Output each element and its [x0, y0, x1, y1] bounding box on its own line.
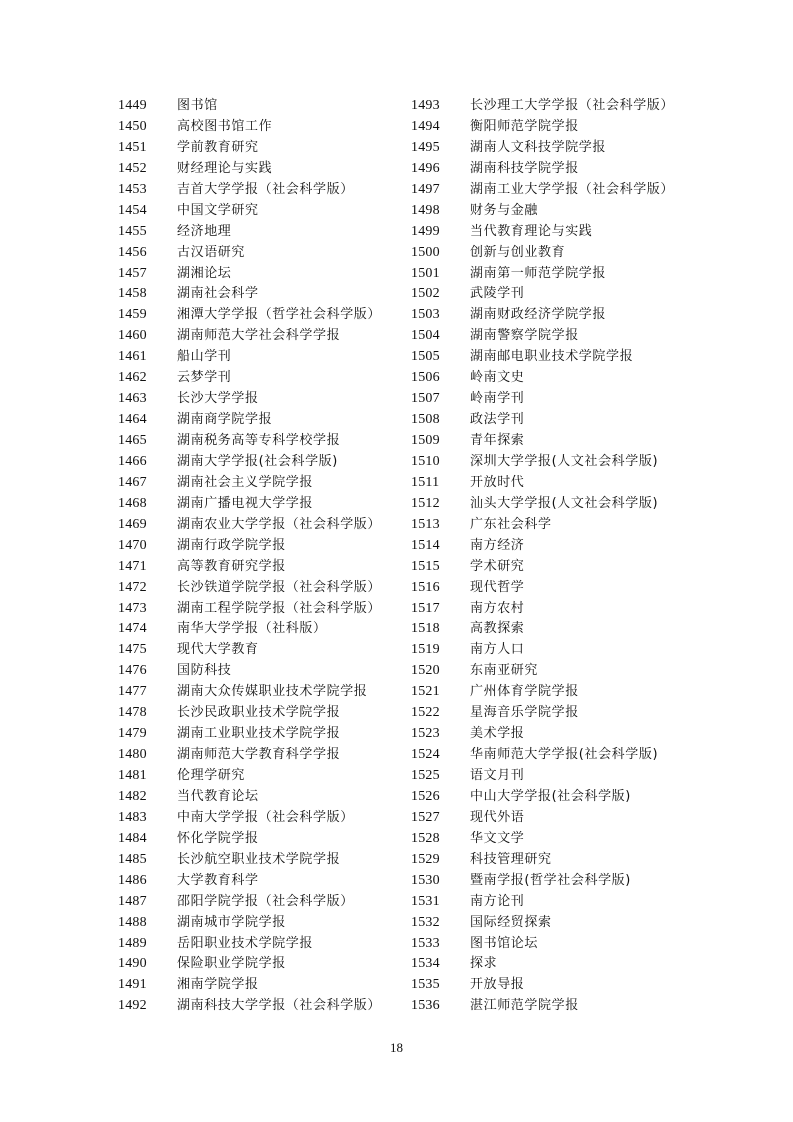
journal-number: 1491: [118, 977, 147, 993]
journal-list-item: [411, 388, 701, 409]
journal-list-item: [118, 681, 408, 702]
journal-number: 1512: [411, 495, 440, 511]
journal-name: 邵阳学院学报（社会科学版）: [177, 893, 354, 909]
journal-list-item: [411, 221, 701, 242]
journal-list-item: [411, 116, 701, 137]
journal-name: 学前教育研究: [177, 139, 259, 155]
journal-number: 1535: [411, 977, 440, 993]
journal-list-item: [118, 828, 408, 849]
journal-list-item: [411, 618, 701, 639]
journal-number: 1476: [118, 663, 147, 679]
journal-name: 湘潭大学学报（哲学社会科学版）: [177, 307, 382, 323]
journal-name: 中国文学研究: [177, 202, 259, 218]
journal-name: 探求: [470, 956, 498, 972]
journal-name: 湖南财政经济学院学报: [470, 307, 607, 323]
journal-list-item: [118, 388, 408, 409]
journal-list-item: [411, 933, 701, 954]
journal-name: 深圳大学学报(人文社会科学版): [470, 453, 659, 469]
journal-list-item: [411, 367, 701, 388]
journal-number: 1470: [118, 537, 147, 553]
journal-list-item: [411, 263, 701, 284]
journal-number: 1457: [118, 265, 147, 281]
journal-list-item: [118, 346, 408, 367]
journal-name: 湖湘论坛: [177, 265, 232, 281]
journal-name: 语文月刊: [470, 768, 525, 783]
journal-list-item: [411, 598, 701, 619]
journal-number: 1519: [411, 642, 440, 658]
journal-list-item: [118, 702, 408, 723]
journal-list-item: [411, 744, 701, 765]
journal-name: 伦理学研究: [177, 768, 246, 783]
journal-name: 大学教育科学: [177, 872, 259, 888]
journal-number: 1523: [411, 726, 440, 742]
journal-number: 1449: [118, 98, 147, 113]
journal-name: 南方经济: [470, 537, 525, 553]
journal-list-item: [118, 200, 408, 221]
journal-name: 东南亚研究: [470, 663, 539, 679]
journal-number: 1529: [411, 851, 440, 867]
journal-name: 中山大学学报(社会科学版): [470, 788, 631, 804]
journal-list-item: [118, 451, 408, 472]
journal-number: 1511: [411, 474, 440, 490]
journal-list-item: [411, 535, 701, 556]
journal-list-item: [411, 953, 701, 974]
journal-list-item: [118, 304, 408, 325]
journal-list-left-column: [118, 95, 408, 1016]
journal-number: 1454: [118, 202, 147, 218]
journal-list-item: [411, 325, 701, 346]
journal-list-item: [118, 618, 408, 639]
journal-name: 高校图书馆工作: [177, 118, 273, 134]
journal-name: 湖南行政学院学报: [177, 537, 286, 553]
journal-list-item: [411, 807, 701, 828]
page-number: 18: [390, 1040, 403, 1055]
journal-number: 1506: [411, 370, 440, 386]
journal-name: 学术研究: [470, 558, 525, 574]
journal-name: 湖南社会主义学院学报: [177, 474, 314, 490]
journal-list-item: [411, 346, 701, 367]
journal-number: 1536: [411, 998, 440, 1014]
journal-list-item: [118, 472, 408, 493]
journal-name: 船山学刊: [177, 349, 232, 365]
journal-name: 南方人口: [470, 642, 525, 658]
journal-list-item: [411, 409, 701, 430]
journal-list-item: [411, 723, 701, 744]
journal-name: 湖南大众传媒职业技术学院学报: [177, 684, 368, 700]
journal-number: 1464: [118, 412, 147, 428]
journal-number: 1468: [118, 495, 147, 511]
journal-name: 科技管理研究: [470, 851, 552, 867]
journal-number: 1514: [411, 537, 440, 553]
journal-number: 1533: [411, 935, 440, 951]
journal-number: 1493: [411, 98, 440, 113]
journal-list-item: [118, 242, 408, 263]
journal-list-item: [118, 660, 408, 681]
journal-list-item: [118, 786, 408, 807]
journal-name: 南华大学学报（社科版）: [177, 621, 327, 637]
journal-name: 长沙理工大学学报（社会科学版）: [470, 98, 675, 113]
journal-name: 美术学报: [470, 726, 525, 742]
journal-number: 1485: [118, 851, 147, 867]
journal-name: 湖南工业职业技术学院学报: [177, 726, 341, 742]
journal-list-item: [411, 681, 701, 702]
journal-list-item: [411, 828, 701, 849]
journal-number: 1509: [411, 433, 440, 448]
journal-name: 湖南邮电职业技术学院学报: [470, 349, 634, 365]
journal-list-item: [118, 849, 408, 870]
journal-number: 1490: [118, 956, 147, 972]
journal-number: 1455: [118, 223, 147, 239]
journal-number: 1462: [118, 370, 147, 386]
journal-number: 1532: [411, 914, 440, 930]
journal-list-item: [118, 95, 408, 116]
journal-list-item: [411, 430, 701, 451]
journal-list-item: [118, 765, 408, 786]
journal-number: 1503: [411, 307, 440, 323]
journal-name: 国际经贸探索: [470, 914, 552, 930]
journal-name: 湖南社会科学: [177, 286, 259, 302]
journal-list-item: [118, 891, 408, 912]
journal-number: 1488: [118, 914, 147, 930]
journal-list-item: [118, 912, 408, 933]
journal-name: 财务与金融: [470, 202, 539, 218]
journal-list-item: [411, 765, 701, 786]
journal-name: 湖南工业大学学报（社会科学版）: [470, 181, 675, 197]
journal-list-item: [118, 535, 408, 556]
journal-list-item: [118, 807, 408, 828]
journal-list-item: [118, 179, 408, 200]
journal-list-item: [411, 912, 701, 933]
journal-list-item: [118, 577, 408, 598]
journal-number: 1466: [118, 453, 147, 469]
journal-list-item: [411, 556, 701, 577]
journal-list-item: [411, 283, 701, 304]
journal-number: 1501: [411, 265, 440, 281]
journal-name: 古汉语研究: [177, 244, 246, 260]
journal-list-item: [411, 158, 701, 179]
journal-name: 开放导报: [470, 977, 525, 993]
journal-list-item: [411, 870, 701, 891]
journal-list-item: [118, 221, 408, 242]
journal-number: 1469: [118, 516, 147, 532]
journal-list-item: [118, 137, 408, 158]
journal-number: 1528: [411, 830, 440, 846]
journal-number: 1451: [118, 139, 147, 155]
journal-list-item: [411, 242, 701, 263]
journal-number: 1510: [411, 453, 440, 469]
journal-name: 湖南农业大学学报（社会科学版）: [177, 516, 382, 532]
journal-list-item: [118, 556, 408, 577]
journal-list-item: [118, 514, 408, 535]
journal-name: 衡阳师范学院学报: [470, 118, 579, 134]
journal-name: 岭南学刊: [470, 391, 525, 407]
journal-list-item: [118, 598, 408, 619]
journal-number: 1475: [118, 642, 147, 658]
journal-number: 1459: [118, 307, 147, 323]
journal-name: 高教探索: [470, 621, 525, 637]
journal-name: 武陵学刊: [470, 286, 525, 302]
journal-list-item: [411, 995, 701, 1016]
journal-list-item: [118, 283, 408, 304]
journal-list-item: [118, 430, 408, 451]
journal-number: 1452: [118, 160, 147, 176]
journal-name: 湖南科技学院学报: [470, 160, 579, 176]
journal-number: 1502: [411, 286, 440, 302]
journal-list-item: [118, 325, 408, 346]
journal-number: 1471: [118, 558, 147, 574]
journal-name: 长沙大学学报: [177, 391, 259, 407]
journal-number: 1530: [411, 872, 440, 888]
journal-name: 湖南警察学院学报: [470, 328, 579, 344]
journal-number: 1489: [118, 935, 147, 951]
journal-number: 1487: [118, 893, 147, 909]
journal-number: 1515: [411, 558, 440, 574]
journal-number: 1526: [411, 788, 440, 804]
journal-name: 湖南人文科技学院学报: [470, 139, 607, 155]
journal-number: 1518: [411, 621, 440, 637]
journal-number: 1486: [118, 872, 147, 888]
journal-name: 现代哲学: [470, 579, 525, 595]
journal-number: 1513: [411, 516, 440, 532]
journal-number: 1497: [411, 181, 440, 197]
journal-name: 湖南税务高等专科学校学报: [177, 433, 341, 448]
journal-name: 青年探索: [470, 433, 525, 448]
journal-name: 华文文学: [470, 830, 525, 846]
journal-number: 1465: [118, 433, 147, 448]
journal-number: 1527: [411, 809, 440, 825]
journal-name: 湖南商学院学报: [177, 412, 273, 428]
journal-list-item: [118, 367, 408, 388]
journal-list-item: [411, 493, 701, 514]
journal-number: 1496: [411, 160, 440, 176]
journal-list-item: [118, 744, 408, 765]
journal-name: 岳阳职业技术学院学报: [177, 935, 314, 951]
journal-number: 1520: [411, 663, 440, 679]
journal-name: 当代教育理论与实践: [470, 223, 593, 239]
journal-name: 湖南大学学报(社会科学版): [177, 453, 338, 469]
journal-number: 1453: [118, 181, 147, 197]
journal-name: 财经理论与实践: [177, 160, 273, 176]
journal-number: 1521: [411, 684, 440, 700]
journal-number: 1450: [118, 118, 147, 134]
journal-name: 开放时代: [470, 474, 525, 490]
journal-list-item: [118, 493, 408, 514]
journal-name: 高等教育研究学报: [177, 558, 286, 574]
journal-name: 湛江师范学院学报: [470, 998, 579, 1014]
journal-name: 南方农村: [470, 600, 525, 616]
journal-name: 经济地理: [177, 223, 232, 239]
journal-number: 1467: [118, 474, 147, 490]
journal-number: 1516: [411, 579, 440, 595]
journal-name: 湖南科技大学学报（社会科学版）: [177, 998, 382, 1014]
journal-name: 长沙铁道学院学报（社会科学版）: [177, 579, 382, 595]
journal-list-item: [411, 304, 701, 325]
journal-name: 现代大学教育: [177, 642, 259, 658]
journal-list-item: [411, 660, 701, 681]
journal-name: 南方论刊: [470, 893, 525, 909]
journal-number: 1483: [118, 809, 147, 825]
journal-list-item: [118, 974, 408, 995]
journal-list-item: [118, 953, 408, 974]
journal-name: 图书馆: [177, 98, 218, 113]
journal-name: 广州体育学院学报: [470, 684, 579, 700]
journal-number: 1456: [118, 244, 147, 260]
journal-name: 湖南工程学院学报（社会科学版）: [177, 600, 382, 616]
journal-name: 湖南广播电视大学学报: [177, 495, 314, 511]
journal-number: 1494: [411, 118, 440, 134]
journal-name: 湖南师范大学教育科学学报: [177, 747, 341, 763]
journal-list-item: [411, 451, 701, 472]
journal-list-item: [118, 639, 408, 660]
journal-list-item: [118, 263, 408, 284]
journal-name: 湘南学院学报: [177, 977, 259, 993]
journal-number: 1463: [118, 391, 147, 407]
journal-name: 星海音乐学院学报: [470, 705, 579, 721]
journal-number: 1474: [118, 621, 147, 637]
journal-name: 怀化学院学报: [177, 830, 259, 846]
journal-name: 湖南城市学院学报: [177, 914, 286, 930]
journal-number: 1505: [411, 349, 440, 365]
journal-number: 1473: [118, 600, 147, 616]
journal-number: 1495: [411, 139, 440, 155]
journal-name: 暨南学报(哲学社会科学版): [470, 872, 631, 888]
journal-number: 1508: [411, 412, 440, 428]
journal-list-item: [411, 179, 701, 200]
journal-name: 岭南文史: [470, 370, 525, 386]
journal-number: 1478: [118, 705, 147, 721]
journal-list-item: [411, 974, 701, 995]
journal-number: 1525: [411, 768, 440, 783]
journal-name: 现代外语: [470, 809, 525, 825]
journal-name: 保险职业学院学报: [177, 956, 286, 972]
journal-list-item: [118, 933, 408, 954]
journal-number: 1480: [118, 747, 147, 763]
journal-name: 图书馆论坛: [470, 935, 539, 951]
journal-list-item: [118, 995, 408, 1016]
journal-number: 1531: [411, 893, 440, 909]
journal-list-item: [411, 702, 701, 723]
journal-name: 创新与创业教育: [470, 244, 566, 260]
journal-number: 1479: [118, 726, 147, 742]
journal-number: 1534: [411, 956, 440, 972]
journal-list-item: [411, 891, 701, 912]
journal-number: 1504: [411, 328, 440, 344]
journal-number: 1461: [118, 349, 147, 365]
journal-list-right-column: [411, 95, 701, 1016]
journal-list-item: [118, 116, 408, 137]
journal-name: 湖南第一师范学院学报: [470, 265, 607, 281]
journal-number: 1484: [118, 830, 147, 846]
journal-list-item: [411, 577, 701, 598]
journal-name: 汕头大学学报(人文社会科学版): [470, 495, 659, 511]
journal-list-item: [411, 514, 701, 535]
journal-number: 1498: [411, 202, 440, 218]
journal-number: 1499: [411, 223, 440, 239]
journal-list-item: [118, 409, 408, 430]
journal-list-item: [118, 870, 408, 891]
journal-list-item: [411, 472, 701, 493]
journal-name: 中南大学学报（社会科学版）: [177, 809, 354, 825]
journal-list-item: [411, 95, 701, 116]
journal-name: 政法学刊: [470, 412, 525, 428]
journal-number: 1500: [411, 244, 440, 260]
journal-list-item: [411, 849, 701, 870]
journal-name: 广东社会科学: [470, 516, 552, 532]
journal-name: 吉首大学学报（社会科学版）: [177, 181, 354, 197]
journal-name: 长沙民政职业技术学院学报: [177, 705, 341, 721]
journal-number: 1492: [118, 998, 147, 1014]
journal-number: 1477: [118, 684, 147, 700]
journal-name: 华南师范大学学报(社会科学版): [470, 747, 659, 763]
journal-name: 湖南师范大学社会科学学报: [177, 328, 341, 344]
journal-list-item: [411, 786, 701, 807]
journal-number: 1481: [118, 768, 147, 783]
journal-list-item: [118, 723, 408, 744]
journal-number: 1460: [118, 328, 147, 344]
journal-number: 1522: [411, 705, 440, 721]
journal-list-item: [411, 200, 701, 221]
journal-list-item: [411, 137, 701, 158]
journal-number: 1517: [411, 600, 440, 616]
journal-number: 1524: [411, 747, 440, 763]
journal-number: 1458: [118, 286, 147, 302]
journal-number: 1472: [118, 579, 147, 595]
journal-list-item: [118, 158, 408, 179]
journal-name: 国防科技: [177, 663, 232, 679]
journal-name: 云梦学刊: [177, 370, 232, 386]
journal-list-item: [411, 639, 701, 660]
journal-name: 当代教育论坛: [177, 788, 259, 804]
journal-number: 1507: [411, 391, 440, 407]
journal-number: 1482: [118, 788, 147, 804]
journal-name: 长沙航空职业技术学院学报: [177, 851, 341, 867]
